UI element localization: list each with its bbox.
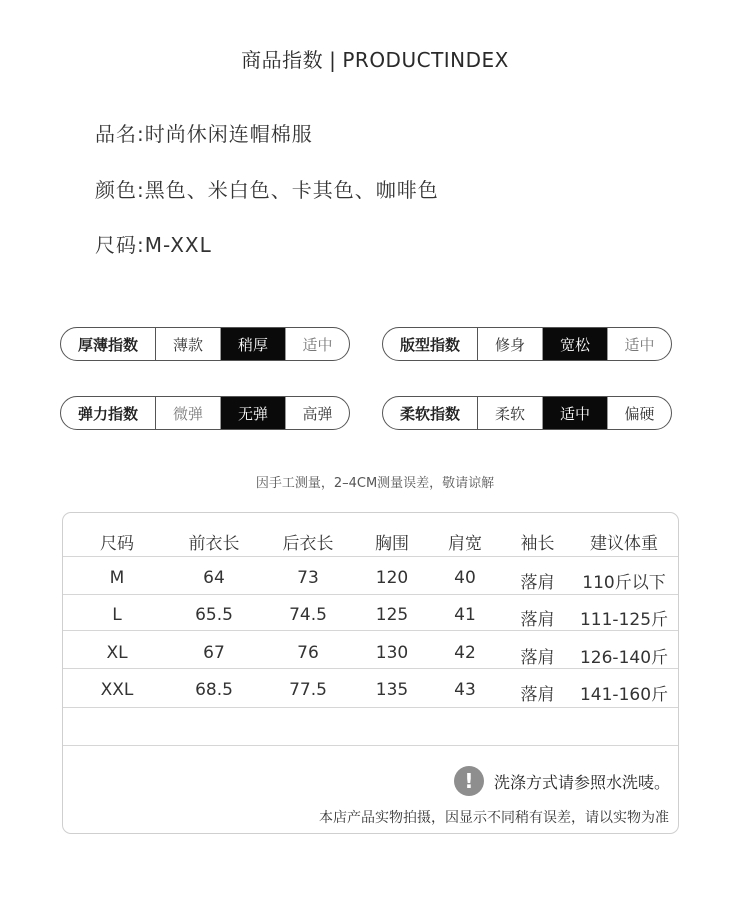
table-header-cell: 前衣长: [188, 534, 240, 554]
table-cell: 110斤以下: [582, 573, 666, 593]
info-row-size: [95, 229, 212, 258]
page-header: [0, 44, 750, 73]
table-cell: 73: [297, 568, 319, 588]
fit-index: [382, 327, 672, 361]
table-cell: M: [109, 568, 125, 588]
measurement-note: 因手工测量，2–4CM测量误差，敬请谅解: [255, 476, 495, 491]
header-title-en: PRODUCTINDEX: [342, 48, 509, 72]
info-label: 颜色:: [95, 178, 145, 202]
table-cell: 68.5: [195, 680, 233, 700]
table-cell: XXL: [100, 680, 134, 700]
info-value: M-XXL: [144, 233, 212, 257]
exclamation-icon: !: [454, 766, 484, 796]
table-cell: 42: [454, 643, 476, 663]
info-value: 黑色、米白色、卡其色、咖啡色: [144, 178, 439, 202]
table-header-cell: 袖长: [520, 534, 555, 554]
table-cell: 126-140斤: [579, 648, 669, 668]
table-cell: 43: [454, 680, 476, 700]
info-label: 品名:: [95, 122, 145, 146]
table-header-cell: 后衣长: [282, 534, 334, 554]
table-cell: L: [112, 605, 122, 625]
index-option: 薄款: [156, 328, 221, 360]
info-value: 时尚休闲连帽棉服: [144, 122, 313, 146]
row-divider: [63, 668, 678, 669]
table-header-cell: 肩宽: [448, 534, 482, 554]
index-option: 适中: [302, 335, 333, 354]
table-header-cell: 建议体重: [590, 534, 658, 554]
index-label: 版型指数: [383, 328, 478, 360]
row-divider: [63, 707, 678, 708]
index-option: 微弹: [156, 397, 221, 429]
index-option: 修身: [478, 328, 543, 360]
table-cell: 41: [454, 605, 476, 625]
table-row: [63, 643, 678, 668]
index-option-selected: 适中: [543, 397, 608, 429]
table-cell: 落肩: [520, 685, 555, 705]
table-cell: 落肩: [520, 573, 555, 593]
index-option-selected: 无弹: [221, 397, 286, 429]
table-row: [63, 568, 678, 593]
row-divider: [63, 630, 678, 631]
index-option: 柔软: [478, 397, 543, 429]
disclaimer-text: 本店产品实物拍摄，因显示不同稍有误差，请以实物为准: [319, 810, 669, 826]
index-option: 适中: [624, 335, 655, 354]
table-cell: 40: [454, 568, 476, 588]
table-header-cell: 胸围: [375, 534, 409, 554]
table-cell: 77.5: [289, 680, 327, 700]
table-cell: 67: [203, 643, 225, 663]
index-option-selected: 稍厚: [221, 328, 286, 360]
info-label: 尺码:: [95, 233, 145, 257]
table-row: [63, 680, 678, 705]
index-label: 柔软指数: [383, 397, 478, 429]
wash-text: 洗涤方式请参照水洗唛。: [493, 772, 670, 792]
wash-instruction: [454, 766, 670, 796]
table-cell: 落肩: [520, 610, 555, 630]
index-option: 偏硬: [624, 404, 655, 423]
table-header-cell: 尺码: [100, 534, 134, 554]
row-divider: [63, 745, 678, 746]
index-option-selected: 宽松: [543, 328, 608, 360]
table-cell: 130: [375, 643, 409, 663]
info-row-name: [95, 118, 313, 147]
table-cell: 111-125斤: [579, 610, 669, 630]
row-divider: [63, 594, 678, 595]
table-cell: XL: [106, 643, 128, 663]
table-row: [63, 605, 678, 630]
table-cell: 65.5: [195, 605, 233, 625]
index-label: 弹力指数: [61, 397, 156, 429]
table-cell: 125: [375, 605, 409, 625]
table-header-row: [63, 529, 678, 554]
row-divider: [63, 556, 678, 557]
index-option: 高弹: [302, 404, 333, 423]
header-title-cn: 商品指数: [241, 48, 324, 72]
table-cell: 76: [297, 643, 319, 663]
table-cell: 120: [375, 568, 409, 588]
table-cell: 74.5: [289, 605, 327, 625]
table-cell: 135: [375, 680, 409, 700]
table-cell: 141-160斤: [579, 685, 669, 705]
header-separator: |: [329, 48, 337, 72]
table-cell: 落肩: [520, 648, 555, 668]
info-row-color: [95, 174, 439, 203]
table-cell: 64: [203, 568, 225, 588]
thickness-index: [60, 327, 350, 361]
elasticity-index: [60, 396, 350, 430]
softness-index: [382, 396, 672, 430]
index-label: 厚薄指数: [61, 328, 156, 360]
